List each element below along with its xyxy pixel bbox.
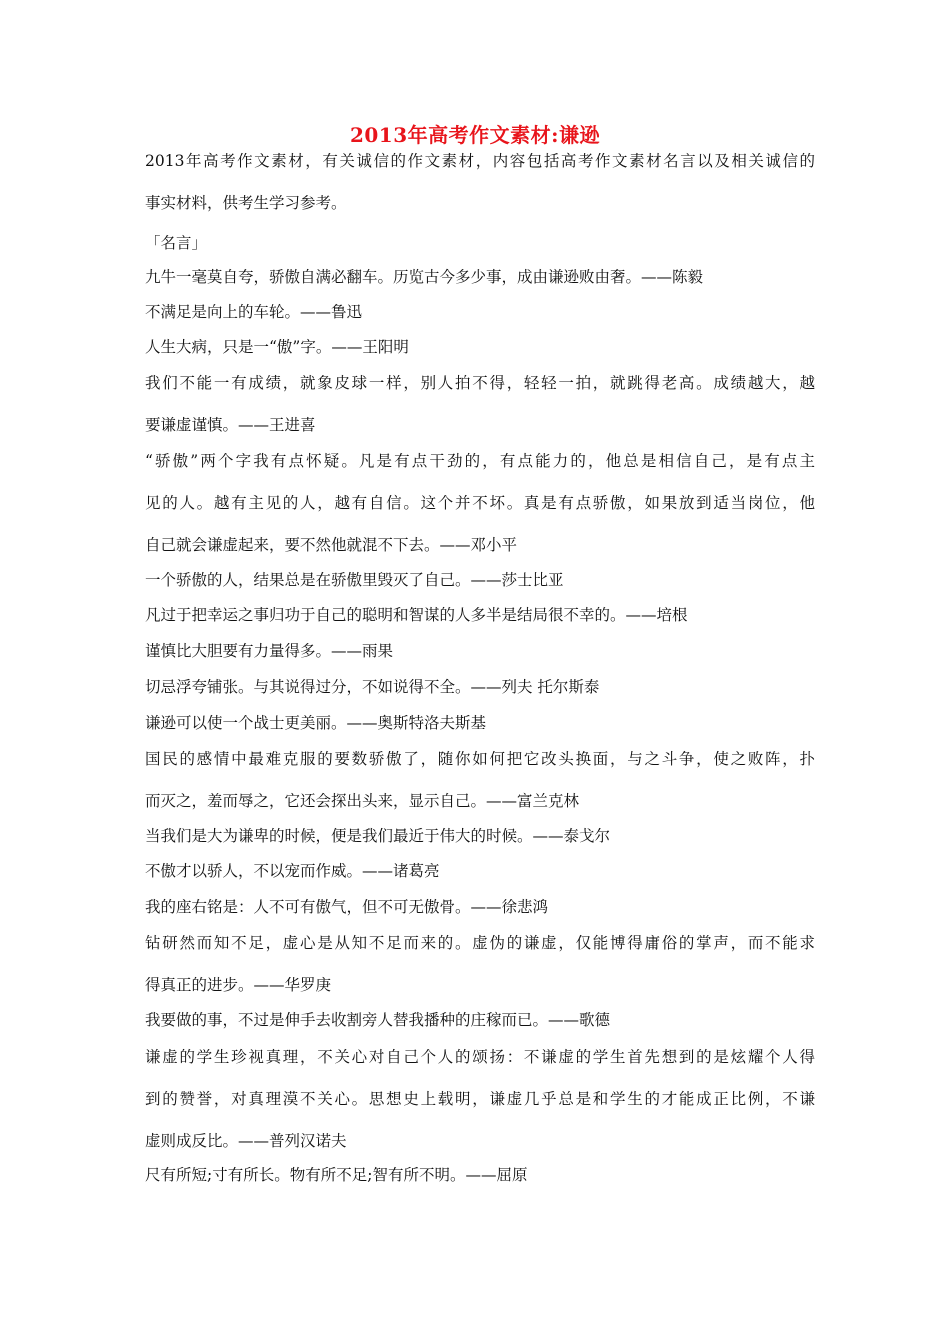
quote-line: 自己就会谦虚起来，要不然他就混不下去。——邓小平 — [145, 536, 518, 554]
quote-line: 我的座右铭是：人不可有傲气，但不可无傲骨。——徐悲鸿 — [145, 898, 549, 916]
quote-line: 要谦虚谨慎。——王进喜 — [145, 416, 316, 434]
quote-line: 钻研然而知不足，虚心是从知不足而来的。虚伪的谦虚，仅能博得庸俗的掌声，而不能求 — [145, 934, 815, 952]
quote-line: 不满足是向上的车轮。——鲁迅 — [145, 303, 363, 321]
quote-line: 尺有所短;寸有所长。物有所不足;智有所不明。——屈原 — [145, 1166, 528, 1184]
paragraph-line: 事实材料，供考生学习参考。 — [145, 194, 347, 212]
quote-line: 到的赞誉，对真理漠不关心。思想史上载明，谦虚几乎总是和学生的才能成正比例，不谦 — [145, 1090, 815, 1108]
quote-line: 不傲才以骄人，不以宠而作威。——诸葛亮 — [145, 862, 440, 880]
quote-line: 国民的感情中最难克服的要数骄傲了，随你如何把它改头换面，与之斗争，使之败阵，扑 — [145, 750, 815, 768]
quote-line: 当我们是大为谦卑的时候，便是我们最近于伟大的时候。——泰戈尔 — [145, 827, 611, 845]
quote-line: “骄傲”两个字我有点怀疑。凡是有点干劲的，有点能力的，他总是相信自己，是有点主 — [145, 452, 815, 470]
document-title: 2013年高考作文素材:谦逊 — [349, 123, 601, 147]
quote-line: 谦逊可以使一个战士更美丽。——奥斯特洛夫斯基 — [145, 714, 487, 732]
quote-line: 我们不能一有成绩，就象皮球一样，别人拍不得，轻轻一拍，就跳得老高。成绩越大，越 — [145, 374, 815, 392]
quote-line: 得真正的进步。——华罗庚 — [145, 976, 332, 994]
quote-line: 谦虚的学生珍视真理，不关心对自己个人的颂扬：不谦虚的学生首先想到的是炫耀个人得 — [145, 1048, 815, 1066]
quote-line: 我要做的事，不过是伸手去收割旁人替我播种的庄稼而已。——歌德 — [145, 1011, 611, 1029]
quote-line: 虚则成反比。——普列汉诺夫 — [145, 1132, 347, 1150]
quote-line: 谨慎比大胆要有力量得多。——雨果 — [145, 642, 394, 660]
quote-line: 九牛一毫莫自夸，骄傲自满必翻车。历览古今多少事，成由谦逊败由奢。——陈毅 — [145, 268, 704, 286]
quote-line: 见的人。越有主见的人，越有自信。这个并不坏。真是有点骄傲，如果放到适当岗位，他 — [145, 494, 815, 512]
paragraph-line: 2013年高考作文素材，有关诚信的作文素材，内容包括高考作文素材名言以及相关诚信的 — [145, 152, 815, 170]
quote-line: 一个骄傲的人，结果总是在骄傲里毁灭了自己。——莎士比亚 — [145, 571, 564, 589]
quote-line: 人生大病，只是一“傲”字。——王阳明 — [145, 338, 409, 356]
quote-line: 凡过于把幸运之事归功于自己的聪明和智谋的人多半是结局很不幸的。——培根 — [145, 606, 688, 624]
quote-line: 而灭之，羞而辱之，它还会探出头来，显示自己。——富兰克林 — [145, 792, 580, 810]
quote-line: 切忌浮夸铺张。与其说得过分，不如说得不全。——列夫 托尔斯泰 — [145, 678, 600, 696]
section-heading: 「名言」 — [145, 234, 208, 252]
